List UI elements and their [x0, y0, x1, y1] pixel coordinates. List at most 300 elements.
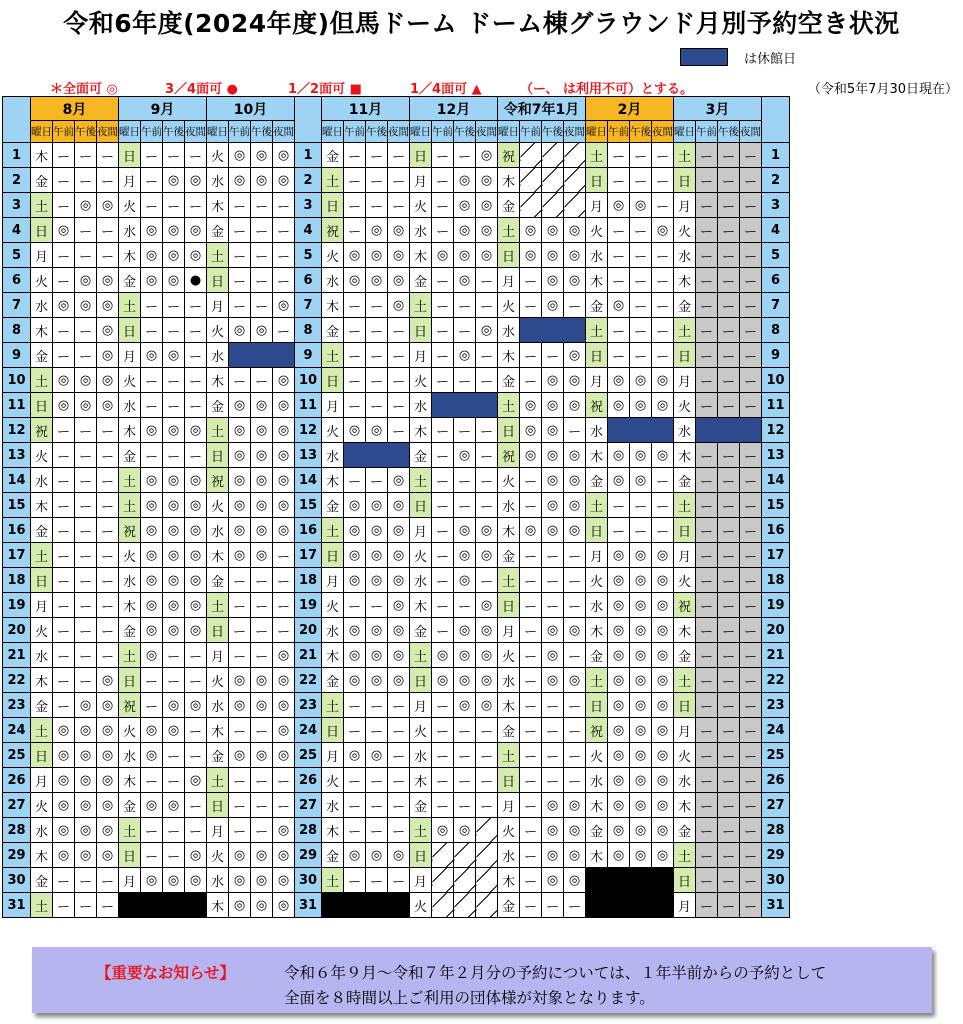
weekday-cell: 日	[410, 318, 432, 343]
slot-cell: ー	[388, 418, 410, 443]
page-title: 令和6年度(2024年度)但馬ドーム ドーム棟グラウンド月別予約空き状況	[63, 9, 900, 38]
day-number: 18	[295, 568, 322, 593]
slot-cell: ー	[740, 868, 762, 893]
slot-cell: ◎	[229, 893, 251, 918]
day-number: 21	[3, 643, 31, 668]
weekday-cell: 日	[119, 143, 141, 168]
slot-cell: ー	[476, 368, 498, 393]
weekday-cell: 月	[31, 243, 53, 268]
slot-cell: ー	[454, 468, 476, 493]
slot-cell: ー	[520, 468, 542, 493]
slot-cell: ー	[229, 293, 251, 318]
slot-cell: ◎	[520, 243, 542, 268]
weekday-cell: 金	[674, 468, 696, 493]
weekday-cell: 日	[410, 493, 432, 518]
slot-cell: ー	[141, 193, 163, 218]
slot-cell: ◎	[608, 718, 630, 743]
slot-cell: ◎	[75, 693, 97, 718]
weekday-cell: 水	[31, 818, 53, 843]
slot-cell: ー	[608, 493, 630, 518]
slot-cell: ◎	[344, 243, 366, 268]
slot-cell: ◎	[542, 493, 564, 518]
slot-cell: ー	[476, 793, 498, 818]
weekday-cell: 金	[31, 868, 53, 893]
weekday-cell: 土	[31, 718, 53, 743]
day-number: 3	[762, 193, 790, 218]
slot-cell: ◎	[53, 768, 75, 793]
notice-label: 【重要なお知らせ】	[96, 964, 236, 982]
sub-header-cell: 午前	[608, 121, 630, 143]
weekday-cell: 土	[119, 493, 141, 518]
slot-cell: ー	[564, 768, 586, 793]
slot-cell: ー	[542, 568, 564, 593]
slot-cell: ー	[97, 518, 119, 543]
slot-cell: ー	[163, 743, 185, 768]
slot-cell: ー	[141, 693, 163, 718]
unavailable-hatched-cell	[432, 893, 454, 918]
day-number: 11	[3, 393, 31, 418]
slot-cell: ー	[53, 543, 75, 568]
slot-cell: ー	[476, 493, 498, 518]
weekday-cell: 月	[410, 868, 432, 893]
slot-cell: ◎	[388, 243, 410, 268]
table-row	[3, 543, 790, 568]
slot-cell: ◎	[75, 793, 97, 818]
slot-cell: ー	[520, 618, 542, 643]
weekday-cell: 木	[498, 868, 520, 893]
weekday-cell: 祝	[498, 143, 520, 168]
slot-cell: ◎	[75, 843, 97, 868]
slot-cell: ◎	[344, 843, 366, 868]
slot-cell: ◎	[630, 818, 652, 843]
day-number: 30	[3, 868, 31, 893]
table-row	[3, 468, 790, 493]
weekday-cell: 月	[31, 593, 53, 618]
slot-cell: ◎	[564, 818, 586, 843]
slot-cell: ー	[75, 318, 97, 343]
day-number: 31	[762, 893, 790, 918]
slot-cell: ー	[251, 268, 273, 293]
slot-cell: ◎	[141, 568, 163, 593]
slot-cell: ◎	[454, 268, 476, 293]
slot-cell: ◎	[97, 193, 119, 218]
weekday-cell: 木	[410, 768, 432, 793]
slot-cell: ー	[696, 393, 718, 418]
slot-cell: ー	[75, 543, 97, 568]
slot-cell: ー	[740, 768, 762, 793]
weekday-cell: 水	[586, 418, 608, 443]
slot-cell: ◎	[542, 418, 564, 443]
slot-cell: ー	[163, 443, 185, 468]
weekday-cell: 火	[31, 443, 53, 468]
weekday-cell: 水	[410, 218, 432, 243]
slot-cell: ◎	[388, 493, 410, 518]
slot-cell: ー	[432, 693, 454, 718]
slot-cell: ー	[740, 343, 762, 368]
slot-cell: ー	[520, 668, 542, 693]
weekday-cell: 木	[410, 418, 432, 443]
slot-cell: ー	[185, 743, 207, 768]
weekday-cell: 土	[119, 643, 141, 668]
day-number: 3	[3, 193, 31, 218]
weekday-cell: 土	[674, 143, 696, 168]
day-number: 30	[762, 868, 790, 893]
weekday-cell: 祝	[119, 693, 141, 718]
weekday-cell: 火	[207, 143, 229, 168]
slot-cell: ー	[740, 518, 762, 543]
slot-cell: ◎	[141, 643, 163, 668]
weekday-cell: 木	[119, 243, 141, 268]
slot-cell: ー	[476, 718, 498, 743]
table-row	[3, 168, 790, 193]
slot-cell: ◎	[344, 668, 366, 693]
slot-cell: ◎	[542, 868, 564, 893]
slot-cell: ◎	[273, 843, 295, 868]
slot-cell: ー	[718, 168, 740, 193]
slot-cell: ◎	[608, 843, 630, 868]
slot-cell: ◎	[229, 168, 251, 193]
slot-cell: ー	[344, 143, 366, 168]
weekday-cell: 金	[410, 268, 432, 293]
slot-cell: ー	[185, 293, 207, 318]
slot-cell: ー	[476, 268, 498, 293]
slot-cell: ー	[53, 418, 75, 443]
slot-cell: ◎	[75, 768, 97, 793]
slot-cell: ◎	[366, 493, 388, 518]
table-row	[3, 443, 790, 468]
weekday-cell: 土	[586, 668, 608, 693]
slot-cell: ー	[520, 768, 542, 793]
weekday-cell: 火	[410, 193, 432, 218]
slot-cell: ◎	[251, 743, 273, 768]
slot-cell: ◎	[141, 493, 163, 518]
slot-cell: ー	[718, 843, 740, 868]
sub-header-cell: 曜日	[586, 121, 608, 143]
sub-header-cell: 夜間	[652, 121, 674, 143]
slot-cell: ◎	[564, 393, 586, 418]
slot-cell: ◎	[432, 243, 454, 268]
weekday-cell: 金	[207, 568, 229, 593]
slot-cell: ー	[163, 293, 185, 318]
slot-cell: ー	[542, 693, 564, 718]
slot-cell: ◎	[542, 793, 564, 818]
weekday-cell: 日	[31, 393, 53, 418]
slot-cell: ◎	[366, 743, 388, 768]
weekday-cell: 金	[498, 893, 520, 918]
slot-cell: ー	[630, 518, 652, 543]
slot-cell: ◎	[630, 743, 652, 768]
slot-cell: ◎	[53, 818, 75, 843]
slot-cell: ー	[141, 318, 163, 343]
slot-cell: ◎	[454, 568, 476, 593]
slot-cell: ◎	[97, 743, 119, 768]
slot-cell: ー	[740, 618, 762, 643]
day-number: 9	[762, 343, 790, 368]
table-row	[3, 243, 790, 268]
slot-cell: ー	[75, 618, 97, 643]
slot-cell: ー	[366, 368, 388, 393]
unavailable-hatched-cell	[432, 868, 454, 893]
day-number: 31	[3, 893, 31, 918]
slot-cell: ー	[696, 593, 718, 618]
slot-cell: ー	[432, 343, 454, 368]
slot-cell: ー	[163, 643, 185, 668]
slot-cell: ー	[718, 243, 740, 268]
slot-cell: ◎	[141, 468, 163, 493]
weekday-cell: 土	[322, 168, 344, 193]
unavailable-hatched-cell	[454, 868, 476, 893]
weekday-cell: 木	[322, 293, 344, 318]
weekday-cell: 月	[322, 393, 344, 418]
weekday-cell: 水	[586, 593, 608, 618]
slot-cell: ◎	[388, 668, 410, 693]
weekday-cell: 水	[119, 393, 141, 418]
weekday-cell: 土	[119, 818, 141, 843]
weekday-cell: 日	[322, 193, 344, 218]
slot-cell: ー	[75, 418, 97, 443]
slot-cell: ◎	[229, 443, 251, 468]
slot-cell: ◎	[630, 793, 652, 818]
slot-cell: ー	[476, 468, 498, 493]
slot-cell: ー	[388, 343, 410, 368]
slot-cell: ◎	[564, 668, 586, 693]
weekday-cell: 土	[586, 318, 608, 343]
weekday-cell: 水	[498, 843, 520, 868]
slot-cell: ー	[388, 793, 410, 818]
day-number: 23	[3, 693, 31, 718]
slot-cell: ◎	[366, 568, 388, 593]
day-number: 29	[3, 843, 31, 868]
weekday-cell: 水	[207, 518, 229, 543]
day-number: 26	[762, 768, 790, 793]
slot-cell: ◎	[388, 268, 410, 293]
month-header: 3月	[674, 97, 762, 121]
weekday-cell: 水	[498, 493, 520, 518]
slot-cell: ー	[476, 293, 498, 318]
slot-cell: ー	[251, 293, 273, 318]
slot-cell: ◎	[53, 368, 75, 393]
slot-cell: ◎	[652, 718, 674, 743]
slot-cell: ◎	[141, 618, 163, 643]
slot-cell: ◎	[185, 843, 207, 868]
weekday-cell: 土	[498, 218, 520, 243]
weekday-cell: 木	[322, 643, 344, 668]
slot-cell: ー	[163, 393, 185, 418]
slot-cell: ー	[608, 218, 630, 243]
slot-cell: ー	[388, 168, 410, 193]
weekday-cell: 土	[498, 743, 520, 768]
table-row	[3, 518, 790, 543]
slot-cell: ◎	[185, 468, 207, 493]
weekday-cell: 金	[410, 793, 432, 818]
slot-cell: ー	[344, 293, 366, 318]
day-number: 1	[295, 143, 322, 168]
slot-cell: ー	[53, 193, 75, 218]
slot-cell: ー	[542, 768, 564, 793]
slot-cell: ー	[251, 718, 273, 743]
slot-cell: ◎	[366, 218, 388, 243]
weekday-cell: 水	[322, 443, 344, 468]
day-number: 16	[295, 518, 322, 543]
slot-cell: ー	[75, 518, 97, 543]
table-row	[3, 218, 790, 243]
day-number: 12	[3, 418, 31, 443]
day-number: 23	[295, 693, 322, 718]
slot-cell: ー	[740, 568, 762, 593]
weekday-cell: 土	[119, 468, 141, 493]
slot-cell: ◎	[163, 593, 185, 618]
unavailable-hatched-cell	[454, 893, 476, 918]
day-number: 1	[762, 143, 790, 168]
closed-day-cell	[229, 343, 295, 368]
slot-cell: ー	[75, 443, 97, 468]
slot-cell: ー	[344, 468, 366, 493]
slot-cell: ◎	[630, 468, 652, 493]
slot-cell: ー	[432, 143, 454, 168]
slot-cell: ー	[344, 768, 366, 793]
slot-cell: ◎	[630, 593, 652, 618]
weekday-cell: 金	[410, 443, 432, 468]
slot-cell: ー	[696, 818, 718, 843]
weekday-cell: 土	[322, 868, 344, 893]
slot-cell: ◎	[185, 418, 207, 443]
slot-cell: ◎	[388, 218, 410, 243]
slot-cell: ◎	[273, 693, 295, 718]
slot-cell: ◎	[75, 743, 97, 768]
slot-cell: ー	[630, 143, 652, 168]
slot-cell: ◎	[75, 293, 97, 318]
slot-cell: ー	[53, 568, 75, 593]
slot-cell: ◎	[564, 243, 586, 268]
slot-cell: ◎	[454, 518, 476, 543]
day-number: 13	[3, 443, 31, 468]
weekday-cell: 土	[674, 668, 696, 693]
slot-cell: ー	[141, 293, 163, 318]
slot-cell: ◎	[185, 868, 207, 893]
slot-cell: ◎	[273, 168, 295, 193]
slot-cell: ー	[432, 568, 454, 593]
slot-cell: ◎	[476, 593, 498, 618]
slot-cell: ー	[432, 418, 454, 443]
weekday-cell: 水	[31, 293, 53, 318]
slot-cell: ー	[520, 693, 542, 718]
slot-cell: ー	[53, 243, 75, 268]
day-number: 16	[762, 518, 790, 543]
slot-cell: ◎	[344, 568, 366, 593]
slot-cell: ◎	[652, 393, 674, 418]
weekday-cell: 日	[119, 843, 141, 868]
slot-cell: ◎	[630, 443, 652, 468]
slot-cell: ー	[740, 293, 762, 318]
legend-half: 1／2面可 ■	[288, 82, 362, 97]
day-number: 19	[3, 593, 31, 618]
slot-cell: ◎	[608, 543, 630, 568]
sub-header-cell: 午後	[454, 121, 476, 143]
slot-cell: ー	[696, 168, 718, 193]
weekday-cell: 祝	[31, 418, 53, 443]
weekday-cell: 火	[119, 368, 141, 393]
weekday-cell: 火	[674, 393, 696, 418]
slot-cell: ー	[366, 293, 388, 318]
sub-header-cell: 夜間	[185, 121, 207, 143]
slot-cell: ◎	[630, 368, 652, 393]
slot-cell: ー	[53, 318, 75, 343]
slot-cell: ◎	[251, 418, 273, 443]
slot-cell: ー	[454, 368, 476, 393]
slot-cell: ◎	[344, 543, 366, 568]
slot-cell: ー	[75, 218, 97, 243]
weekday-cell: 木	[207, 543, 229, 568]
slot-cell: ●	[185, 268, 207, 293]
slot-cell: ◎	[229, 693, 251, 718]
slot-cell: ー	[454, 293, 476, 318]
weekday-cell: 土	[322, 693, 344, 718]
slot-cell: ー	[229, 243, 251, 268]
slot-cell: ー	[630, 218, 652, 243]
slot-cell: ー	[718, 793, 740, 818]
slot-cell: ◎	[652, 568, 674, 593]
slot-cell: ー	[652, 243, 674, 268]
slot-cell: ー	[718, 718, 740, 743]
slot-cell: ー	[718, 693, 740, 718]
weekday-cell: 火	[498, 293, 520, 318]
slot-cell: ー	[141, 843, 163, 868]
closed-day-cell	[520, 318, 586, 343]
sub-header-cell: 午後	[630, 121, 652, 143]
weekday-cell: 水	[410, 743, 432, 768]
slot-cell: ー	[273, 793, 295, 818]
weekday-cell: 水	[207, 343, 229, 368]
slot-cell: ー	[53, 468, 75, 493]
row-number-header-left	[3, 97, 31, 143]
slot-cell: ー	[696, 243, 718, 268]
slot-cell: ー	[520, 893, 542, 918]
slot-cell: ◎	[97, 668, 119, 693]
weekday-cell: 火	[207, 318, 229, 343]
unavailable-hatched-cell	[564, 193, 586, 218]
slot-cell: ー	[229, 718, 251, 743]
weekday-cell: 木	[31, 318, 53, 343]
weekday-cell: 土	[410, 293, 432, 318]
slot-cell: ー	[273, 618, 295, 643]
weekday-cell: 火	[322, 418, 344, 443]
table-row	[3, 393, 790, 418]
slot-cell: ー	[388, 368, 410, 393]
slot-cell: ー	[696, 493, 718, 518]
slot-cell: ◎	[251, 693, 273, 718]
slot-cell: ◎	[388, 543, 410, 568]
slot-cell: ◎	[388, 843, 410, 868]
slot-cell: ー	[696, 518, 718, 543]
slot-cell: ◎	[344, 643, 366, 668]
slot-cell: ◎	[344, 268, 366, 293]
slot-cell: ◎	[366, 418, 388, 443]
day-number: 9	[295, 343, 322, 368]
weekday-cell: 金	[410, 618, 432, 643]
slot-cell: ー	[432, 168, 454, 193]
weekday-cell: 木	[207, 718, 229, 743]
slot-cell: ー	[740, 493, 762, 518]
slot-cell: ー	[542, 543, 564, 568]
slot-cell: ◎	[97, 368, 119, 393]
slot-cell: ◎	[564, 368, 586, 393]
weekday-cell: 水	[119, 218, 141, 243]
weekday-cell: 月	[498, 618, 520, 643]
slot-cell: ー	[652, 343, 674, 368]
slot-cell: ー	[251, 568, 273, 593]
weekday-cell: 火	[31, 268, 53, 293]
slot-cell: ー	[344, 793, 366, 818]
